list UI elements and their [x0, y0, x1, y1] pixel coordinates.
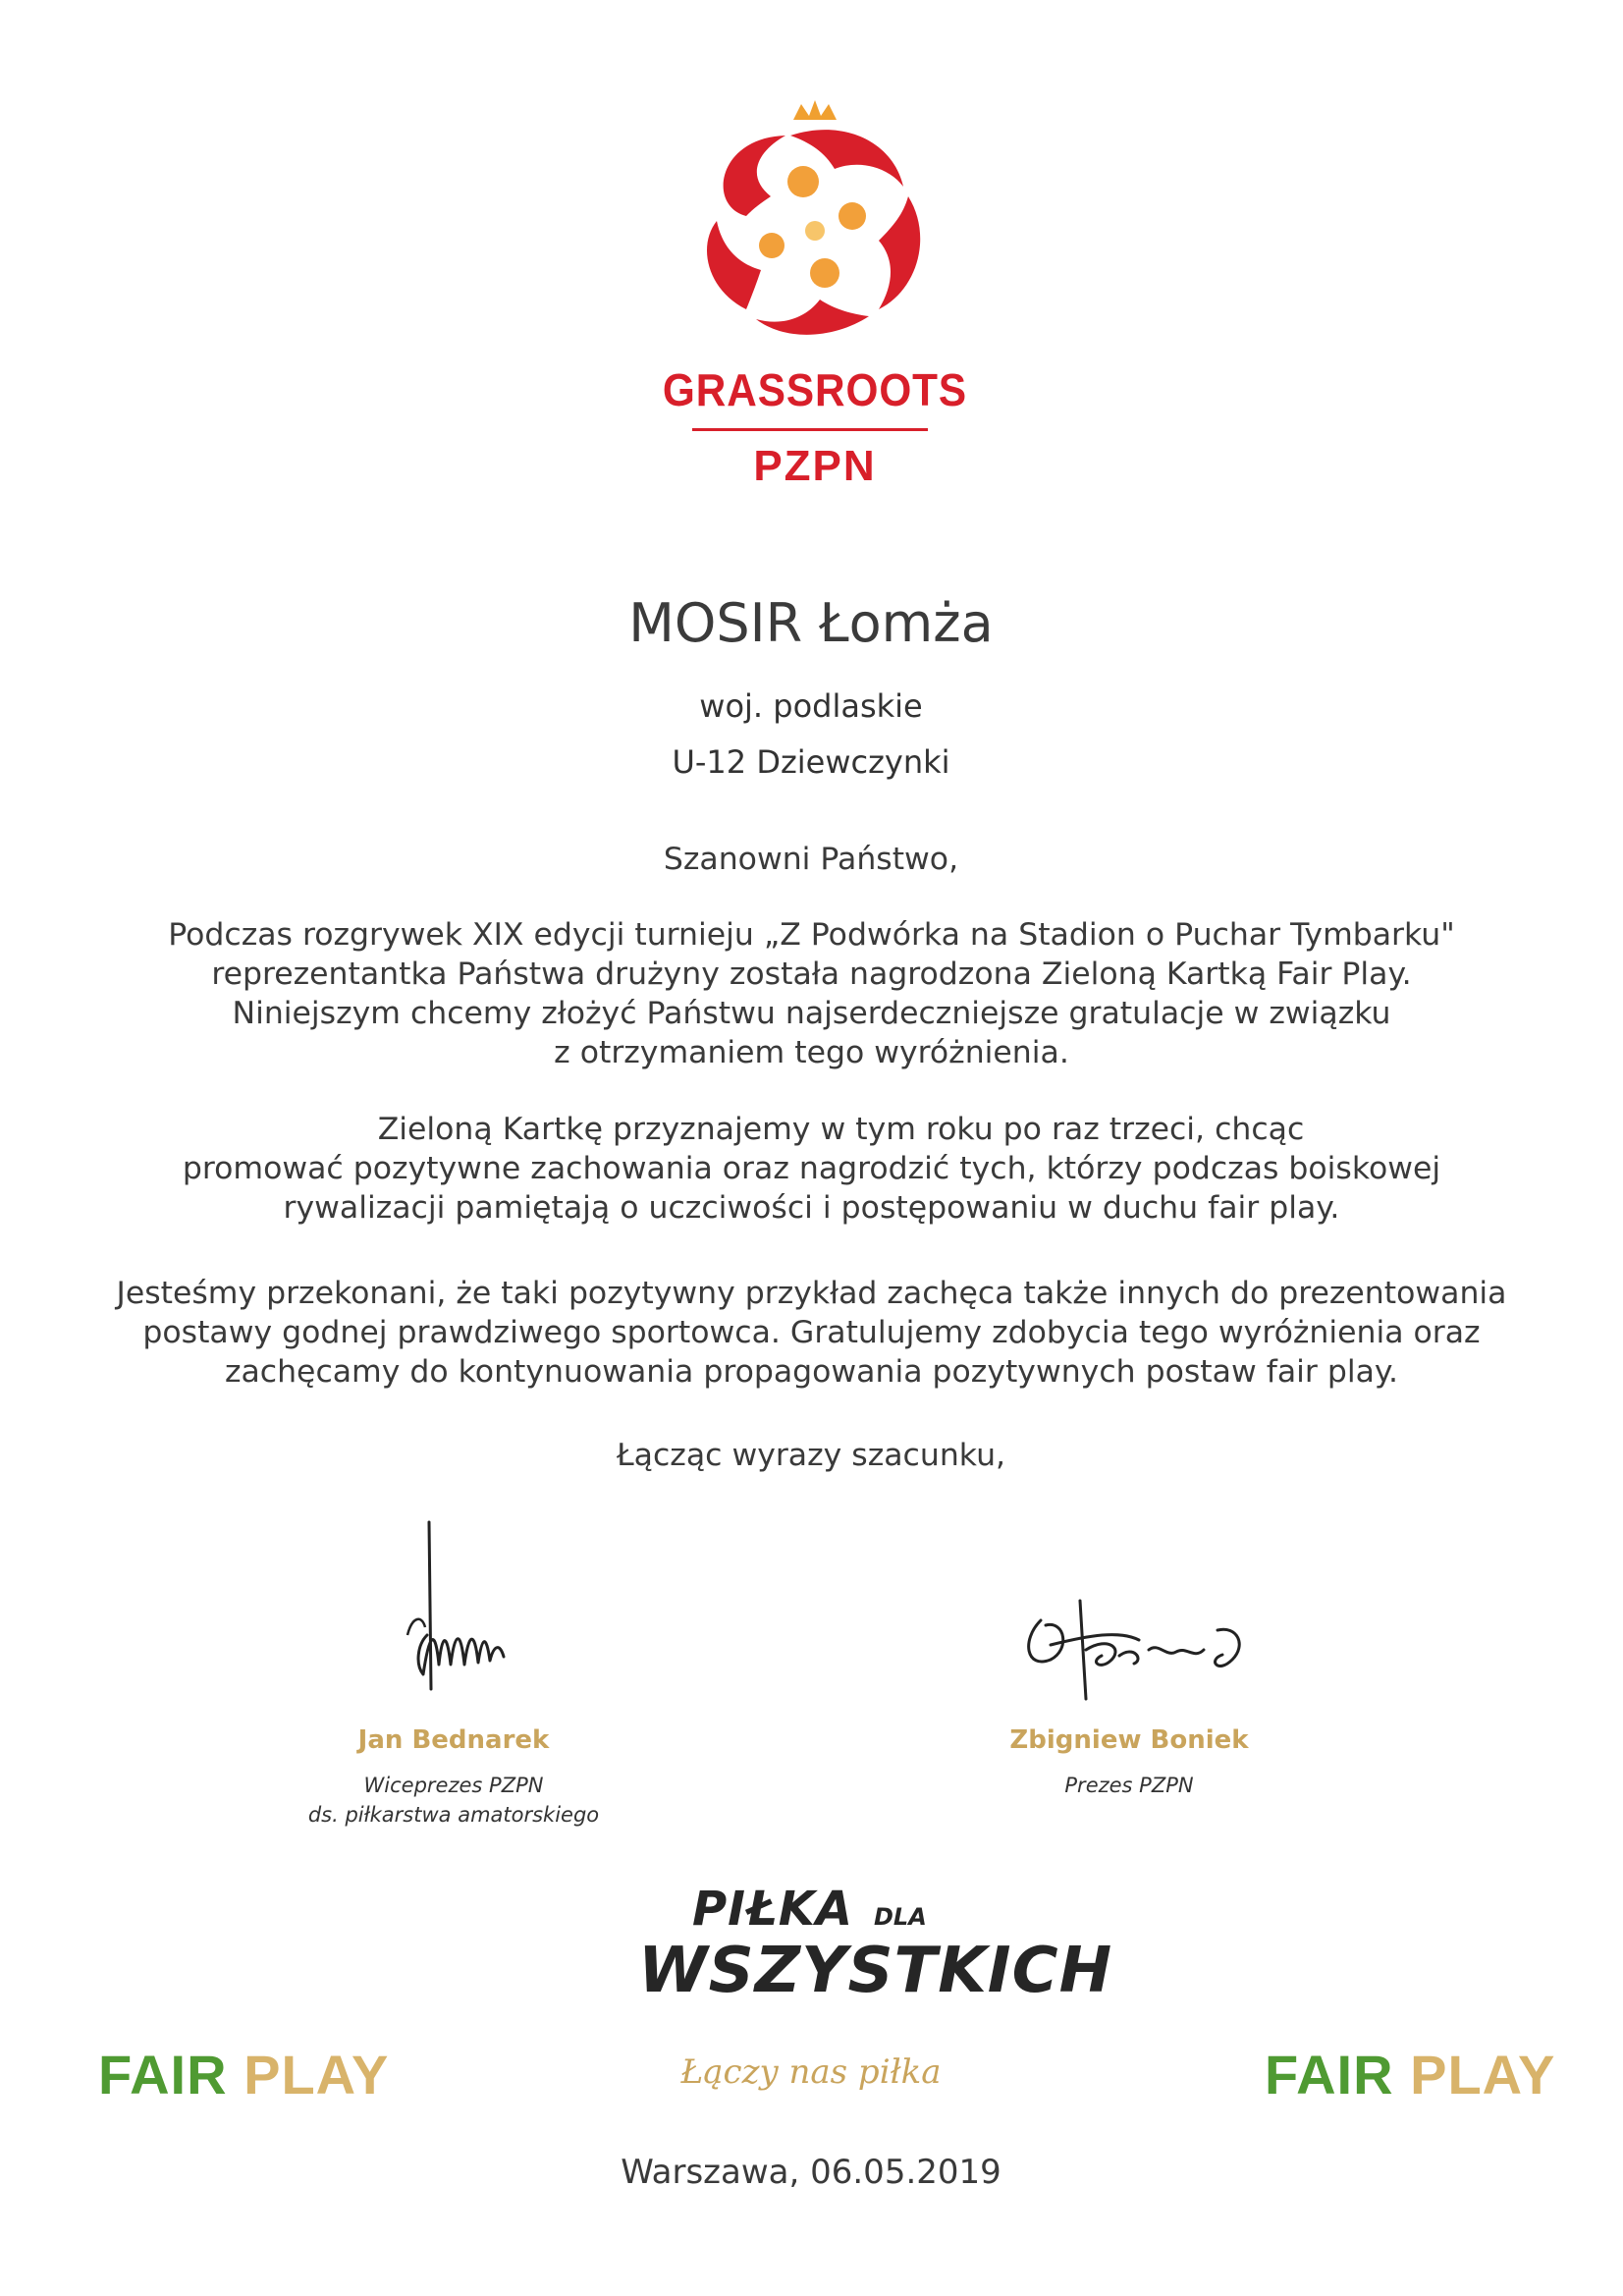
brand-divider [692, 428, 928, 431]
brand-subtitle: PZPN [753, 442, 877, 490]
campaign-logo-line1: PIŁKA [692, 1882, 854, 1937]
letter-greeting: Szanowni Państwo, [663, 842, 959, 877]
paragraph-line: z otrzymaniem tego wyróżnienia. [554, 1035, 1069, 1070]
paragraph-line: Jesteśmy przekonani, że taki pozytywny przykład zachęca także innych do prezentowania [116, 1276, 1507, 1311]
paragraph-line: Podczas rozgrywek XIX edycji turnieju „Z Podwórka na Stadion o Puchar Tymbarku" [168, 917, 1455, 953]
brand-title: GRASSROOTS [662, 364, 968, 415]
recipient-name: MOSIR Łomża [628, 592, 994, 654]
letter-paragraph-1 [98, 915, 1525, 1072]
fair-play-word-1: FAIR [1265, 2044, 1394, 2105]
place-and-date: Warszawa, 06.05.2019 [621, 2153, 1001, 2192]
role-line: Wiceprezes PZPN [363, 1774, 544, 1797]
paragraph-line: zachęcamy do kontynuowania propagowania pozytywnych postaw fair play. [224, 1354, 1399, 1390]
signature-jan-bednarek [388, 1517, 525, 1743]
signatory-1-role [257, 1771, 650, 1830]
pzpn-grassroots-emblem [677, 98, 952, 354]
signature-zbigniew-boniek [1011, 1591, 1276, 1709]
signatory-2-name: Zbigniew Boniek [1009, 1725, 1249, 1755]
paragraph-line: promować pozytywne zachowania oraz nagrodzić tych, którzy podczas boiskowej [182, 1151, 1441, 1186]
recipient-category: U-12 Dziewczynki [672, 743, 950, 781]
campaign-logo-dla: DLA [874, 1903, 927, 1931]
paragraph-line: postawy godnej prawdziwego sportowca. Gratulujemy zdobycia tego wyróżnienia oraz [142, 1315, 1481, 1350]
signatory-2-role [933, 1771, 1325, 1800]
crown-icon [793, 100, 837, 120]
letter-paragraph-3 [98, 1274, 1525, 1392]
paragraph-line: rywalizacji pamiętają o uczciwości i postępowaniu w duchu fair play. [283, 1190, 1340, 1226]
paragraph-line: Niniejszym chcemy złożyć Państwu najserdeczniejsze gratulacje w związku [232, 996, 1391, 1031]
campaign-logo-line2: WSZYSTKICH [638, 1935, 1113, 2007]
fair-play-logo-right [1265, 2043, 1555, 2106]
signatory-1-name: Jan Bednarek [357, 1725, 550, 1755]
fair-play-word-2: PLAY [243, 2044, 390, 2105]
fair-play-word-1: FAIR [98, 2044, 228, 2105]
campaign-slogan: Łączy nas piłka [680, 2052, 942, 2092]
paragraph-line: reprezentantka Państwa drużyny została nagrodzona Zieloną Kartką Fair Play. [211, 957, 1412, 992]
fair-play-logo-left [98, 2043, 389, 2106]
letter-closing: Łącząc wyrazy szacunku, [616, 1438, 1006, 1473]
role-line: Prezes PZPN [1064, 1774, 1194, 1797]
recipient-region: woj. podlaskie [699, 687, 923, 725]
letter-paragraph-2 [98, 1110, 1525, 1228]
paragraph-line: Zieloną Kartkę przyznajemy w tym roku po raz trzeci, chcąc [377, 1112, 1305, 1147]
role-line: ds. piłkarstwa amatorskiego [307, 1803, 600, 1827]
fair-play-word-2: PLAY [1410, 2044, 1556, 2105]
